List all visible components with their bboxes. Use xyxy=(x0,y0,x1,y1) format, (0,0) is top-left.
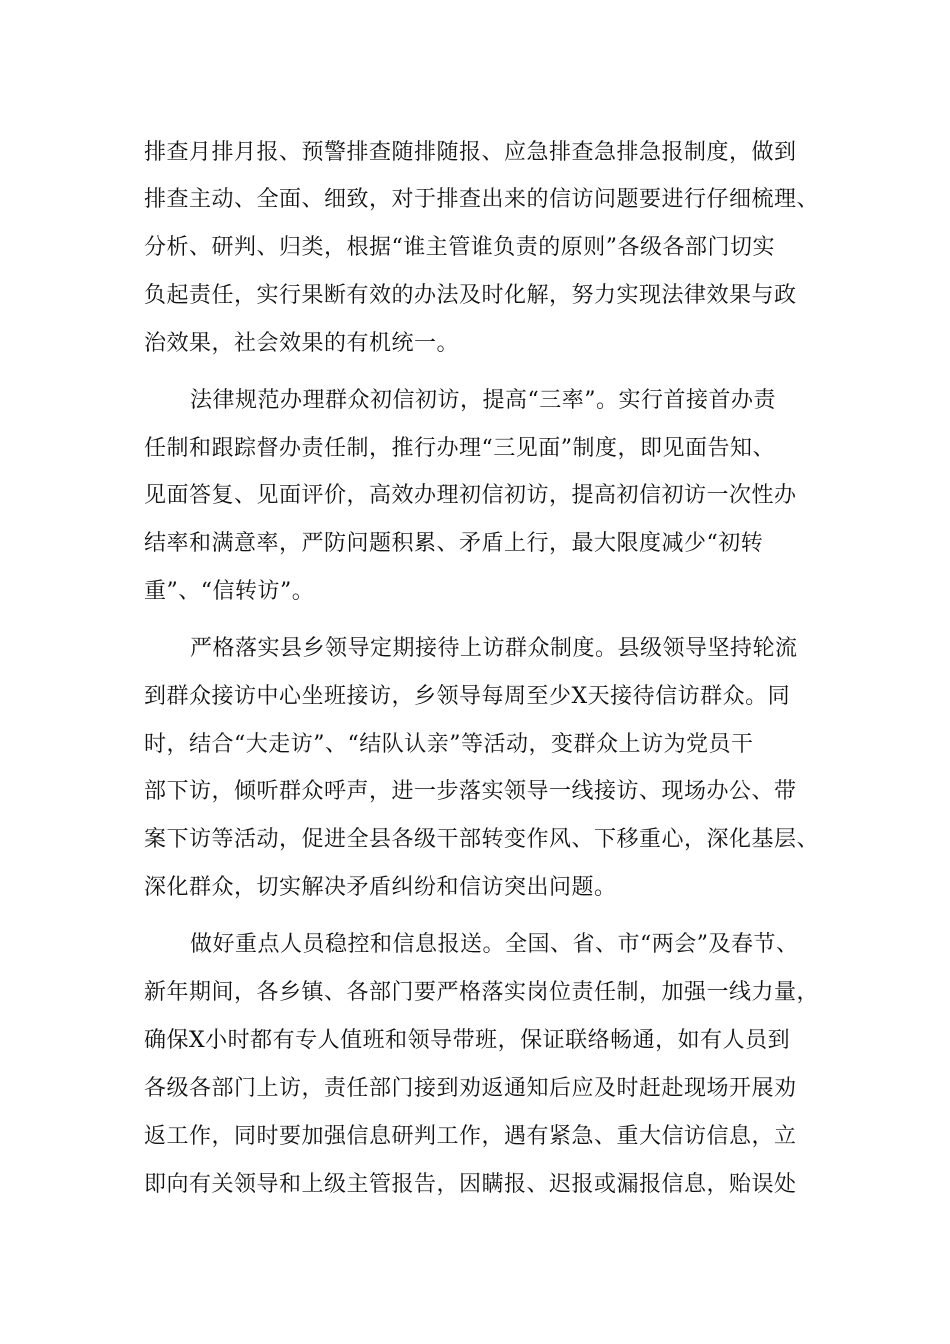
text-line: 时，结合“大走访”、“结队认亲”等活动，变群众上访为党员干 xyxy=(144,732,754,757)
text-line: 负起责任，实行果断有效的办法及时化解，努力实现法律效果与政 xyxy=(144,283,797,308)
text-line: 结率和满意率，严防问题积累、矛盾上行，最大限度减少“初转 xyxy=(144,531,764,556)
text-line: 任制和跟踪督办责任制，推行办理“三见面”制度，即见面告知、 xyxy=(144,436,775,461)
text-line: 新年期间，各乡镇、各部门要严格落实岗位责任制，加强一线力量， xyxy=(144,980,820,1005)
text-line: 各级各部门上访，责任部门接到劝返通知后应及时赶赴现场开展劝 xyxy=(144,1076,797,1101)
text-line: 治效果，社会效果的有机统一。 xyxy=(144,331,460,356)
text-line: 部下访，倾听群众呼声，进一步落实领导一线接访、现场办公、带 xyxy=(144,779,797,804)
text-line: 排查主动、全面、细致，对于排查出来的信访问题要进行仔细梳理、 xyxy=(144,187,820,212)
text-line: 严格落实县乡领导定期接待上访群众制度。县级领导坚持轮流 xyxy=(190,636,798,661)
text-line: 见面答复、见面评价，高效办理初信初访，提高初信初访一次性办 xyxy=(144,483,797,508)
text-line: 返工作，同时要加强信息研判工作，遇有紧急、重大信访信息，立 xyxy=(144,1124,797,1149)
text-line: 做好重点人员稳控和信息报送。全国、省、市“两会”及春节、 xyxy=(190,932,799,957)
text-line: 到群众接访中心坐班接访，乡领导每周至少X天接待信访群众。同 xyxy=(144,684,791,709)
text-line: 案下访等活动，促进全县各级干部转变作风、下移重心，深化基层、 xyxy=(144,827,820,852)
text-line: 分析、研判、归类，根据“谁主管谁负责的原则”各级各部门切实 xyxy=(144,235,775,260)
text-line: 重”、“信转访”。 xyxy=(144,579,315,604)
text-line: 法律规范办理群众初信初访，提高“三率”。实行首接首办责 xyxy=(190,388,776,413)
text-line: 排查月排月报、预警排查随排随报、应急排查急排急报制度，做到 xyxy=(144,140,797,165)
text-line: 确保X小时都有专人值班和领导带班，保证联络畅通，如有人员到 xyxy=(144,1028,791,1053)
text-line: 深化群众，切实解决矛盾纠纷和信访突出问题。 xyxy=(144,875,617,900)
text-line: 即向有关领导和上级主管报告，因瞒报、迟报或漏报信息，贻误处 xyxy=(144,1172,797,1197)
